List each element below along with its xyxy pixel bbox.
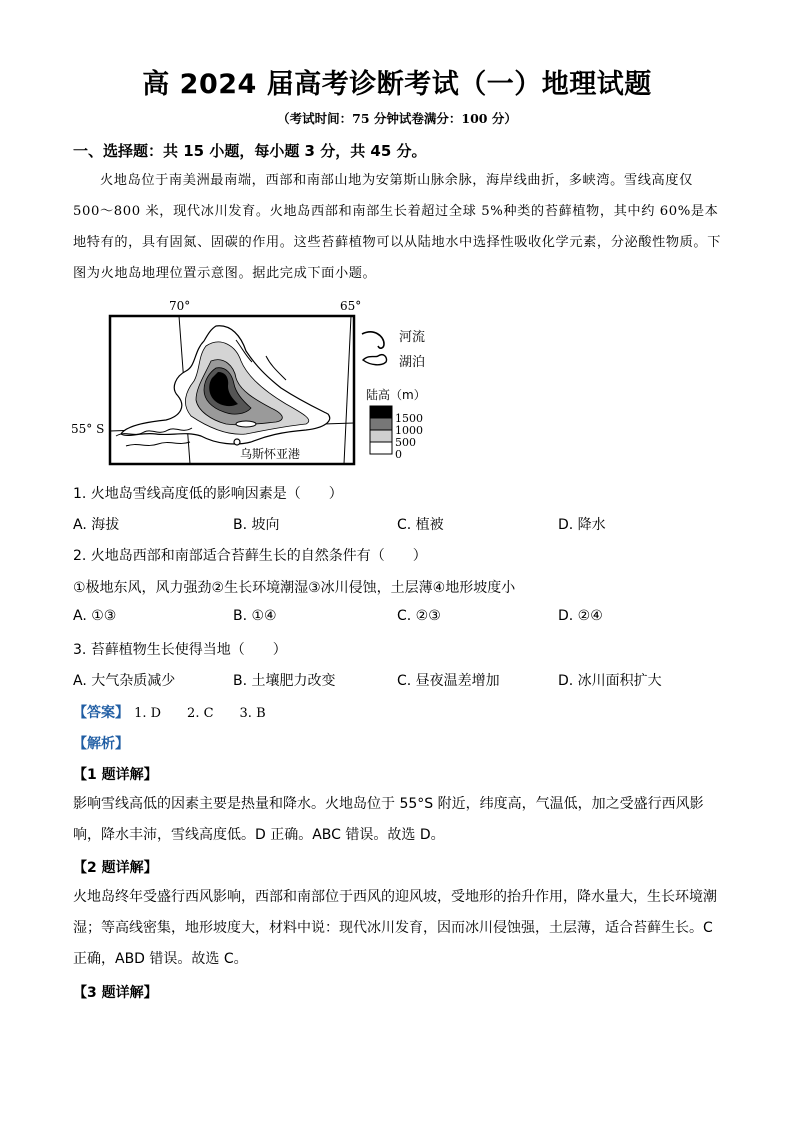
analysis-tag: 【解析】 (73, 736, 129, 752)
legend-1000: 1000 (395, 424, 423, 437)
city-marker (234, 439, 240, 445)
q1-option-d: D. 降水 (558, 517, 606, 533)
q1-option-b: B. 坡向 (233, 517, 280, 533)
q3-option-b: B. 土壤肥力改变 (233, 673, 336, 689)
detail-1-title: 【1 题详解】 (73, 767, 158, 783)
legend-river: 河流 (399, 330, 426, 345)
q2-option-d: D. ②④ (558, 608, 603, 624)
answer-tag: 【答案】 (73, 705, 129, 721)
detail-1-text: 影响雪线高低的因素主要是热量和降水。火地岛位于 55°S 附近，纬度高，气温低，加之受盛行西风影响，降水丰沛，雪线高度低。D 正确。ABC 错误。故选 D。 (73, 796, 704, 843)
legend-lake: 湖泊 (399, 355, 426, 370)
q3-option-c: C. 昼夜温差增加 (397, 673, 500, 689)
detail-3-title: 【3 题详解】 (73, 985, 158, 1001)
answer-values: 1. D 2. C 3. B (134, 706, 266, 721)
lon-70-label: 70° (169, 299, 191, 313)
passage-text: 火地岛位于南美洲最南端，西部和南部山地为安第斯山脉余脉，海岸线曲折，多峡湾。雪线高度仅 500～800 米，现代冰川发育。火地岛西部和南部生长着超过全球 5%种类的苔藓植物，其中约 60%是本地特有的，具有固氮、固碳的作用。这些苔藓植物可以从陆地水中选择性吸收化学元素，分泌酸性物质。下图为火地岛地理位置示意图。据此完成下面小题。 (73, 173, 722, 281)
page-title: 高 2024 届高考诊断考试（一）地理试题 (142, 69, 652, 100)
answer-line (73, 702, 266, 722)
detail-2-title: 【2 题详解】 (73, 860, 158, 876)
q2-option-b: B. ①④ (233, 608, 277, 624)
lon-65-label: 65° (340, 299, 362, 313)
legend-swatch-500 (370, 430, 392, 442)
legend-500: 500 (395, 436, 416, 449)
question-2-statements: ①极地东风，风力强劲②生长环境潮湿③冰川侵蚀，土层薄④地形坡度小 (73, 580, 516, 596)
q1-option-a: A. 海拔 (73, 517, 120, 533)
tierra-del-fuego-map (66, 296, 446, 466)
legend-1500: 1500 (395, 412, 423, 425)
lat-55-label: 55° S (71, 422, 105, 436)
q3-option-a: A. 大气杂质减少 (73, 673, 176, 689)
lake-legend-icon (363, 355, 387, 365)
q2-option-c: C. ②③ (397, 608, 441, 624)
q2-option-a: A. ①③ (73, 608, 117, 624)
lake (236, 421, 256, 427)
exam-info: （考试时间：75 分钟试卷满分：100 分） (277, 111, 517, 126)
legend-swatch-0 (370, 442, 392, 454)
question-1-stem: 1. 火地岛雪线高度低的影响因素是（ ） (73, 486, 343, 502)
detail-2-text: 火地岛终年受盛行西风影响，西部和南部位于西风的迎风坡，受地形的抬升作用，降水量大，生长环境潮湿；等高线密集，地形坡度大，材料中说：现代冰川发育，因而冰川侵蚀强，土层薄，适合苔藓生长。C 正确，ABD 错误。故选 C。 (73, 889, 717, 967)
question-3-stem: 3. 苔藓植物生长使得当地（ ） (73, 642, 287, 658)
q1-option-c: C. 植被 (397, 517, 444, 533)
question-2-stem: 2. 火地岛西部和南部适合苔藓生长的自然条件有（ ） (73, 548, 427, 564)
legend-swatch-1000 (370, 418, 392, 430)
section-heading: 一、选择题：共 15 小题，每小题 3 分，共 45 分。 (73, 142, 427, 160)
river-legend-icon (362, 332, 384, 348)
q3-option-d: D. 冰川面积扩大 (558, 673, 662, 689)
legend-0: 0 (395, 448, 402, 461)
legend-elevation-title: 陆高（m） (366, 388, 426, 402)
legend-swatch-1500 (370, 406, 392, 418)
city-label: 乌斯怀亚港 (240, 447, 301, 461)
